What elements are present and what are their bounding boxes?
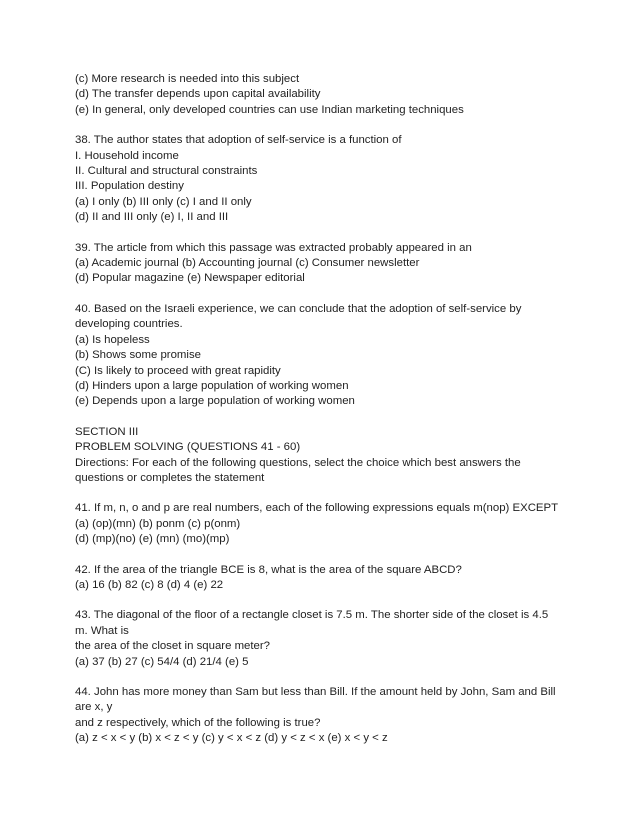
statement-line: III. Population destiny [75,180,184,193]
option-line: (a) I only (b) III only (c) I and II only [75,195,252,208]
section-3-header [75,425,575,487]
statement-line: I. Household income [75,149,179,162]
paragraph-gap [75,410,575,425]
option-line: (a) (op)(mn) (b) ponm (c) p(onm) [75,517,241,530]
question-41 [75,501,575,547]
option-line: (b) Shows some promise [75,349,201,362]
option-line: (a) Academic journal (b) Accounting journal (c) Consumer newsletter [75,257,420,270]
option-line: (d) The transfer depends upon capital availability [75,88,321,101]
option-line: (d) Hinders upon a large population of working women [75,379,349,392]
question-stem-continued: and z respectively, which of the following is true? [75,716,321,729]
question-stem: 43. The diagonal of the floor of a rectangle closet is 7.5 m. The shorter side of the closet is 4.5 [75,609,549,622]
paragraph-gap [75,226,575,241]
question-stem-continued: developing countries. [75,318,183,331]
question-stem: 41. If m, n, o and p are real numbers, each of the following expressions equals m(nop) EXCEPT [75,502,559,515]
section-title: SECTION III [75,425,139,438]
paragraph-gap [75,486,575,501]
option-line: (e) Depends upon a large population of working women [75,395,355,408]
question-stem-continued: the area of the closet in square meter? [75,640,271,653]
directions-text-continued: questions or completes the statement [75,471,265,484]
question-stem-continued: m. What is [75,624,129,637]
option-line: (a) 37 (b) 27 (c) 54/4 (d) 21/4 (e) 5 [75,655,249,668]
question-stem-continued: are x, y [75,701,113,714]
statement-line: II. Cultural and structural constraints [75,165,258,178]
question-stem: 44. John has more money than Sam but less than Bill. If the amount held by John, Sam and Bill [75,686,556,698]
option-line: (C) Is likely to proceed with great rapidity [75,364,281,377]
directions-text: Directions: For each of the following questions, select the choice which best answers the [75,456,521,469]
question-42 [75,563,575,594]
question-38 [75,133,575,225]
option-line: (e) In general, only developed countries can use Indian marketing techniques [75,103,464,116]
paragraph-gap [75,118,575,133]
q37-options-continued [75,72,575,118]
question-stem: 40. Based on the Israeli experience, we can conclude that the adoption of self-service by [75,302,522,315]
option-line: (c) More research is needed into this subject [75,73,300,85]
option-line: (a) 16 (b) 82 (c) 8 (d) 4 (e) 22 [75,578,224,591]
question-44 [75,685,575,747]
question-stem: 38. The author states that adoption of self-service is a function of [75,134,402,147]
section-subtitle: PROBLEM SOLVING (QUESTIONS 41 - 60) [75,441,301,454]
paragraph-gap [75,670,575,685]
paragraph-gap [75,593,575,608]
option-line: (d) II and III only (e) I, II and III [75,211,229,224]
question-40 [75,302,575,410]
question-39 [75,241,575,287]
paragraph-gap [75,548,575,563]
question-stem: 42. If the area of the triangle BCE is 8, what is the area of the square ABCD? [75,563,462,576]
question-stem: 39. The article from which this passage was extracted probably appeared in an [75,241,472,254]
question-43 [75,608,575,670]
option-line: (d) Popular magazine (e) Newspaper editorial [75,272,305,285]
option-line: (a) z < x < y (b) x < z < y (c) y < x < z (d) y < z < x (e) x < y < z [75,732,388,745]
option-line: (a) Is hopeless [75,333,150,346]
option-line: (d) (mp)(no) (e) (mn) (mo)(mp) [75,533,230,546]
document-page [75,72,575,747]
paragraph-gap [75,287,575,302]
